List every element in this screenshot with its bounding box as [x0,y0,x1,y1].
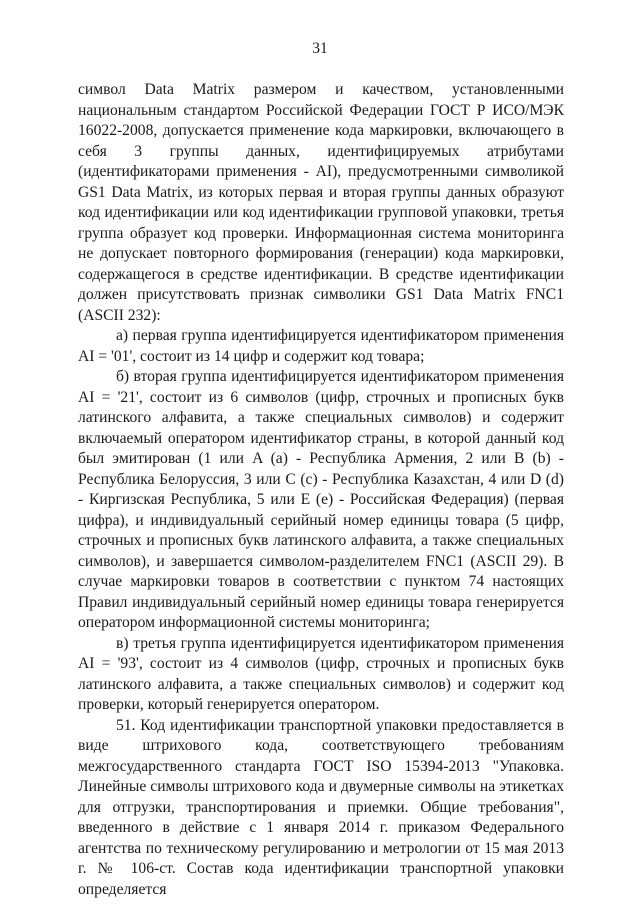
paragraph-51-transport-package-code: 51. Код идентификации транспортной упаковки предоставляется в виде штрихового кода, соответствующего требованиям межгосударственного стандарта ГОСТ ISO 15394-2013 "Упаковка. Линейные символы штрихового кода и двумерные символы на этикетках для отгрузки, транспортирования и приемки. Общие требования", введенного в действие с 1 января 2014 г. приказом Федерального агентства по техническому регулированию и метрологии от 15 мая 2013 г. № 106-ст. Состав кода идентификации транспортной упаковки определяется [78,716,564,898]
list-item-b-second-group: б) вторая группа идентифицируется идентификатором применения AI = '21', состоит из 6 символов (цифр, строчных и прописных букв латинского алфавита, а также специальных символов) и содержит включаемый оператором идентификатор страны, в которой данный код был эмитирован (1 или A (a) - Республика Армения, 2 или B (b) - Республика Белоруссия, 3 или C (c) - Республика Казахстан, 4 или D (d) - Киргизская Республика, 5 или E (e) - Российская Федерация) (первая цифра), и индивидуальный серийный номер единицы товара (5 цифр, строчных и прописных букв латинского алфавита, а также специальных символов), и завершается символом-разделителем FNC1 (ASCII 29). В случае маркировки товаров в соответствии с пунктом 74 настоящих Правил индивидуальный серийный номер единицы товара генерируется оператором информационной системы мониторинга; [78,368,564,631]
document-body [78,80,564,900]
list-item-a-first-group: а) первая группа идентифицируется идентификатором применения AI = '01', состоит из 14 цифр и содержит код товара; [78,327,564,365]
page-number: 31 [312,40,328,57]
list-item-c-third-group: в) третья группа идентифицируется идентификатором применения AI = '93', состоит из 4 символов (цифр, строчных и прописных букв латинского алфавита, а также специальных символов) и содержит код проверки, который генерируется оператором. [78,634,564,713]
paragraph-data-matrix-continuation: символ Data Matrix размером и качеством, установленными национальным стандартом Российской Федерации ГОСТ Р ИСО/МЭК 16022-2008, допускается применение кода маркировки, включающего в себя 3 группы данных, идентифицируемых атрибутами (идентификаторами применения - AI), предусмотренными символикой GS1 Data Matrix, из которых первая и вторая группы данных образуют код идентификации или код идентификации групповой упаковки, третья группа образует код проверки. Информационная система мониторинга не допускает повторного формирования (генерации) кода маркировки, содержащегося в средстве идентификации. В средстве идентификации должен присутствовать признак символики GS1 Data Matrix FNC1 (ASCII 232): [78,81,564,324]
